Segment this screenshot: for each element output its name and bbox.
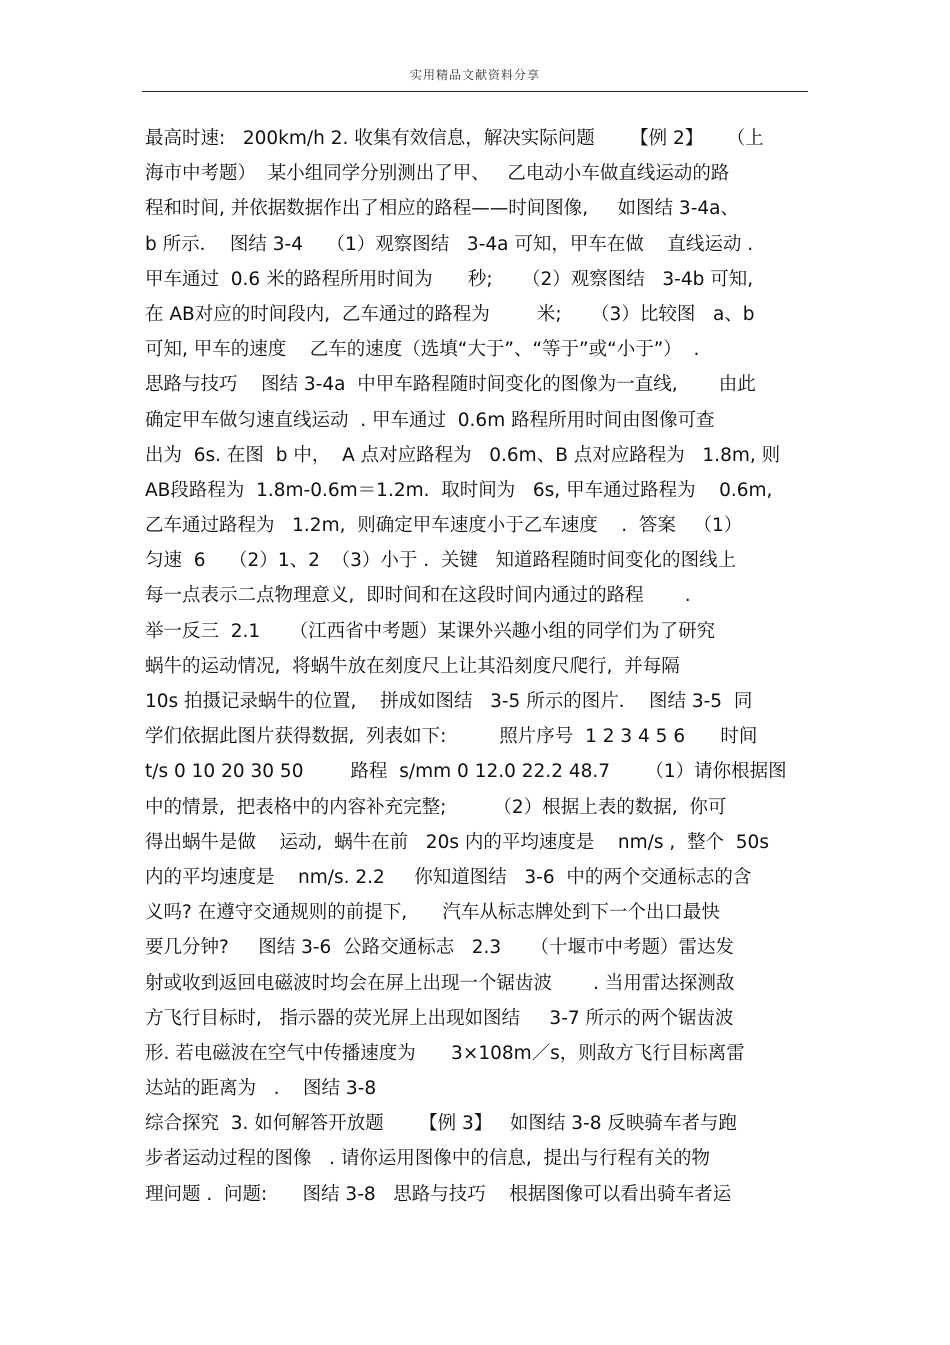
text-line: 内的平均速度是 nm/s. 2.2 你知道图结 3-6 中的两个交通标志的含 [145, 866, 752, 888]
text-line: b 所示． 图结 3-4 （1）观察图结 3-4a 可知，甲车在做 直线运动 . [145, 233, 754, 255]
text-line: 程和时间, 并依据数据作出了相应的路程——时间图像, 如图结 3-4a、 [145, 198, 739, 220]
text-line: 得出蜗牛是做 运动, 蜗牛在前 20s 内的平均速度是 nm/s , 整个 50s [145, 831, 769, 853]
document-body [145, 121, 815, 1212]
text-line: 10s 拍摄记录蜗牛的位置, 拼成如图结 3-5 所示的图片． 图结 3-5 同 [145, 691, 753, 712]
text-line: 步者运动过程的图像 . 请你运用图像中的信息, 提出与行程有关的物 [145, 1148, 711, 1170]
text-line: 乙车通过路程为 1.2m, 则确定甲车速度小于乙车速度 . 答案 （1） [145, 515, 743, 537]
header-divider [142, 91, 808, 92]
text-line: 综合探究 3. 如何解答开放题 【例 3】 如图结 3-8 反映骑车者与跑 [145, 1113, 737, 1135]
text-line: 匀速 6 （2）1、2 （3）小于 . 关键 知道路程随时间变化的图线上 [145, 550, 737, 572]
text-line: 甲车通过 0.6 米的路程所用时间为 秒; （2）观察图结 3-4b 可知, [145, 268, 754, 290]
text-line: 要几分钟? 图结 3-6 公路交通标志 2.3 （十堰市中考题）雷达发 [145, 937, 735, 959]
text-line: t/s 0 10 20 30 50 路程 s/mm 0 12.0 22.2 48.7 （1）请你根据图 [145, 761, 787, 783]
page-header: 实用精品文献资料分享 [409, 68, 540, 82]
text-line: 确定甲车做匀速直线运动 . 甲车通过 0.6m 路程所用时间由图像可查 [145, 409, 715, 431]
text-line: 射或收到返回电磁波时均会在屏上出现一个锯齿波 . 当用雷达探测敌 [145, 972, 735, 994]
text-line: 学们依据此图片获得数据, 列表如下: 照片序号 1 2 3 4 5 6 时间 [145, 726, 758, 748]
text-line: AB段路程为 1.8m-0.6m＝1.2m. 取时间为 6s, 甲车通过路程为 0.6m, [145, 479, 773, 501]
text-line: 中的情景, 把表格中的内容补充完整; （2）根据上表的数据, 你可 [145, 796, 727, 818]
text-line: 达站的距离为 . 图结 3-8 [145, 1078, 377, 1100]
text-line: 举一反三 2.1 （江西省中考题）某课外兴趣小组的同学们为了研究 [145, 620, 716, 642]
text-line: 可知, 甲车的速度 乙车的速度（选填“大于”、“等于”或“小于”） . [145, 339, 700, 361]
text-line: 理问题 . 问题: 图结 3-8 思路与技巧 根据图像可以看出骑车者运 [145, 1183, 732, 1205]
text-line: 思路与技巧 图结 3-4a 中甲车路程随时间变化的图像为一直线, 由此 [145, 374, 756, 396]
text-line: 方飞行目标时, 指示器的荧光屏上出现如图结 3-7 所示的两个锯齿波 [145, 1007, 734, 1029]
text-line: 每一点表示二点物理意义, 即时间和在这段时间内通过的路程 . [145, 585, 691, 607]
text-line: 海市中考题） 某小组同学分别测出了甲、 乙电动小车做直线运动的路 [145, 163, 730, 185]
text-line: 形. 若电磁波在空气中传播速度为 3×108m／s，则敌方飞行目标离雷 [145, 1042, 745, 1064]
text-line: 出为 6s. 在图 b 中， A 点对应路程为 0.6m、B 点对应路程为 1.8m, 则 [145, 444, 781, 466]
text-line: 义吗? 在遵守交通规则的前提下, 汽车从标志牌处到下一个出口最快 [145, 902, 720, 924]
text-line: 最高时速: 200km/h 2. 收集有效信息，解决实际问题 【例 2】 （上 [145, 128, 764, 149]
text-line: 在 AB对应的时间段内, 乙车通过的路程为 米; （3）比较图 a、b [145, 303, 755, 325]
text-line: 蜗牛的运动情况, 将蜗牛放在刻度尺上让其沿刻度尺爬行, 并每隔 [145, 655, 680, 677]
